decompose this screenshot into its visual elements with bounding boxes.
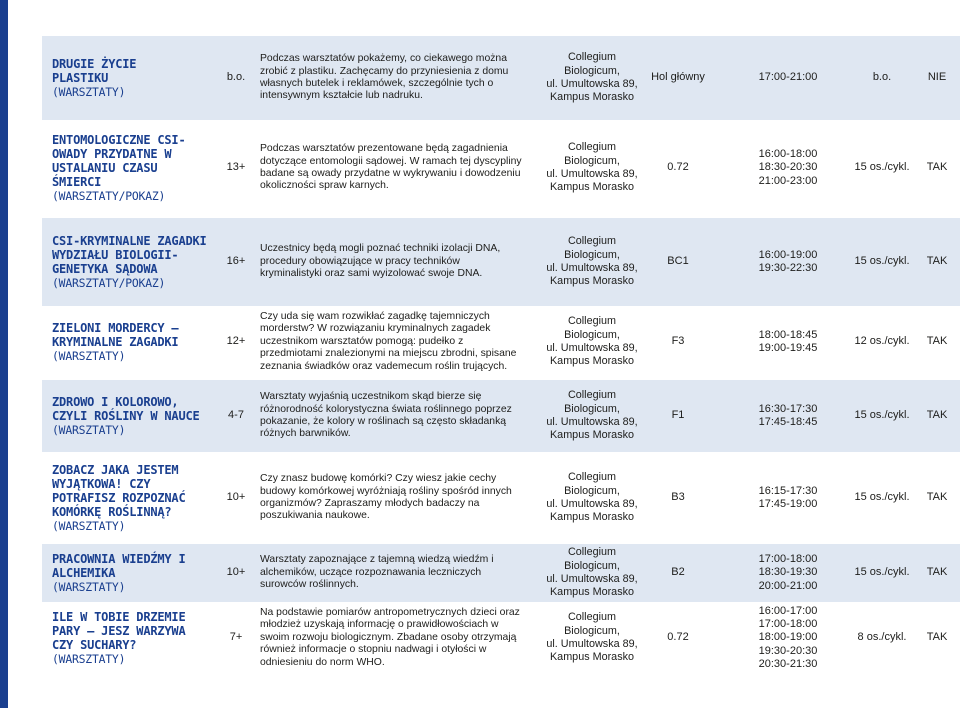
room-cell: 0.72 (667, 161, 689, 174)
registration-cell: TAK (926, 566, 948, 579)
description-text: Warsztaty wyjaśnią uczestnikom skąd bierze się różnorodność kolorystyczna świata roślinnego poprzez pokazanie, że kolory w roślinach są często składanką różnych barwników. (260, 391, 512, 440)
workshop-kind: (WARSZTATY) (52, 580, 126, 595)
workshop-title: ZIELONI MORDERCY – KRYMINALNE ZAGADKI (52, 320, 179, 349)
registration-cell: TAK (926, 491, 948, 504)
place-line: Biologicum, (564, 624, 620, 637)
place-line: Collegium (567, 611, 616, 624)
description-cell (260, 36, 522, 120)
place-cell (526, 218, 658, 306)
time-cell (718, 544, 858, 602)
workshop-kind: (WARSZTATY) (52, 349, 126, 364)
place-line: Kampus Morasko (549, 275, 634, 288)
table-row (42, 36, 960, 120)
description-cell (260, 544, 522, 602)
description-text: Uczestnicy będą mogli poznać techniki izolacji DNA, procedury obowiązujące w pracy techników kryminalistyki oraz sami wyizolować swoje DNA. (260, 243, 501, 280)
time-cell (718, 218, 858, 306)
table-row (42, 452, 960, 544)
place-line: Collegium (567, 235, 616, 248)
place-line: Kampus Morasko (549, 355, 634, 368)
workshop-title: DRUGIE ŻYCIE PLASTIKU (52, 56, 137, 85)
time-slot: 18:00-18:45 (758, 328, 818, 341)
time-cell (718, 602, 858, 674)
time-slot: 17:00-18:00 (758, 618, 818, 631)
table-row (42, 306, 960, 378)
room-cell: F1 (671, 409, 685, 422)
place-line: Kampus Morasko (549, 429, 634, 442)
place-cell (526, 452, 658, 544)
description-text: Czy znasz budowę komórki? Czy wiesz jakie cechy budowy komórkowej wyróżniają rośliny spośród innych organizmów? Zapraszamy młodych badaczy na poszukiwania naukowe. (260, 473, 512, 522)
table-row (42, 602, 960, 674)
time-slot: 17:45-18:45 (758, 416, 818, 428)
time-slot: 19:30-20:30 (758, 644, 818, 657)
place-line: Kampus Morasko (549, 181, 634, 194)
table-row (42, 544, 960, 602)
time-slot: 16:00-17:00 (758, 604, 818, 617)
left-accent-bar (0, 0, 8, 708)
workshop-kind: (WARSZTATY/POKAZ) (52, 276, 166, 291)
place-line: ul. Umultowska 89, (546, 78, 638, 90)
workshop-title-cell (52, 306, 202, 378)
description-text: Podczas warsztatów pokażemy, co ciekawego można zrobić z plastiku. Zachęcamy do przyniesienia z domu własnych butelek i reklamówek, szczególnie tych o intensywnym kształcie lub nadruku. (260, 53, 509, 102)
room-cell: B2 (671, 566, 685, 579)
place-line: ul. Umultowska 89, (546, 573, 638, 585)
age-cell: 13+ (226, 161, 246, 174)
time-slot: 18:00-19:00 (758, 631, 818, 644)
time-slot: 21:00-23:00 (758, 174, 818, 187)
time-slot: 16:00-19:00 (758, 248, 818, 261)
time-slot: 17:45-19:00 (758, 498, 818, 510)
table-row (42, 380, 960, 452)
registration-cell: TAK (926, 409, 948, 422)
workshop-kind: (WARSZTATY) (52, 85, 126, 100)
description-cell (260, 602, 522, 674)
description-text: Podczas warsztatów prezentowane będą zagadnienia dotyczące entomologii sądowej. W ramach tej dyscypliny badane są owady przydatne w wykrywaniu i dowodzeniu okoliczności spraw karnych. (260, 143, 522, 192)
workshop-title-cell (52, 380, 202, 452)
room-cell: BC1 (667, 255, 689, 268)
place-line: Collegium (567, 51, 616, 64)
time-cell (718, 36, 858, 120)
workshop-kind: (WARSZTATY/POKAZ) (52, 189, 166, 204)
age-cell: 10+ (226, 491, 246, 504)
place-line: Biologicum, (564, 64, 620, 77)
place-cell (526, 36, 658, 120)
place-line: Kampus Morasko (549, 511, 634, 524)
time-cell (718, 452, 858, 544)
workshop-kind: (WARSZTATY) (52, 423, 126, 438)
description-cell (260, 306, 522, 378)
description-cell (260, 452, 522, 544)
time-cell (718, 306, 858, 378)
place-line: Kampus Morasko (549, 586, 634, 599)
workshop-title-cell (52, 122, 202, 214)
age-cell: 4-7 (228, 409, 244, 422)
age-cell: b.o. (226, 71, 246, 84)
time-slot: 18:30-20:30 (758, 161, 818, 174)
place-cell (526, 380, 658, 452)
place-line: ul. Umultowska 89, (546, 342, 638, 354)
registration-cell: TAK (926, 161, 948, 174)
workshop-schedule-table (8, 0, 960, 708)
age-cell: 12+ (226, 335, 246, 348)
workshop-title: CSI-KRYMINALNE ZAGADKI WYDZIAŁU BIOLOGII-GENETYKA SĄDOWA (52, 233, 207, 277)
workshop-title-cell (52, 218, 207, 306)
participants-cell: 8 os./cykl. (857, 631, 907, 644)
workshop-title: PRACOWNIA WIEDŹMY I ALCHEMIKA (52, 551, 186, 580)
time-slot: 16:15-17:30 (758, 484, 818, 497)
place-line: Kampus Morasko (549, 91, 634, 104)
table-row (42, 122, 960, 214)
description-text: Warsztaty zapoznające z tajemną wiedzą wiedźm i alchemików, uczące rozpoznawania leczniczych surowców roślinnych. (260, 554, 494, 591)
workshop-title: ZDROWO I KOLOROWO, CZYLI ROŚLINY W NAUCE (52, 394, 200, 423)
registration-cell: NIE (927, 71, 947, 84)
place-cell (526, 602, 658, 674)
place-line: Biologicum, (564, 248, 620, 261)
time-slot: 16:00-18:00 (758, 148, 818, 161)
description-cell (260, 122, 522, 214)
place-line: Biologicum, (564, 484, 620, 497)
place-line: Collegium (567, 389, 616, 402)
workshop-title: ILE W TOBIE DRZEMIE PARY – JESZ WARZYWA CZY SUCHARY? (52, 609, 186, 653)
workshop-title-cell (52, 36, 202, 120)
participants-cell: 15 os./cykl. (854, 491, 910, 504)
age-cell: 16+ (226, 255, 246, 268)
description-text: Na podstawie pomiarów antropometrycznych dzieci oraz młodzież uzyskają informację o prawidłowościach w swoim rozwoju biologicznym. Zbadane osoby otrzymają również informacje o stopniu nadwagi i otyłości w odniesieniu do norm WHO. (260, 606, 520, 668)
time-slot: 20:00-21:00 (758, 579, 818, 592)
workshop-title: ZOBACZ JAKA JESTEM WYJĄTKOWA! CZY POTRAFISZ ROZPOZNAĆ KOMÓRKĘ ROŚLINNĄ? (52, 462, 186, 520)
place-line: Kampus Morasko (549, 651, 634, 664)
description-cell (260, 380, 522, 452)
time-slot: 16:30-17:30 (758, 402, 818, 415)
age-cell: 7+ (229, 631, 243, 644)
participants-cell: 15 os./cykl. (854, 255, 910, 268)
room-cell: B3 (671, 491, 685, 504)
place-line: Biologicum, (564, 559, 620, 572)
place-line: ul. Umultowska 89, (546, 638, 638, 650)
place-cell (526, 544, 658, 602)
time-slot: 17:00-18:00 (758, 553, 818, 566)
time-slot: 19:00-19:45 (758, 342, 818, 354)
description-text: Czy uda się wam rozwikłać zagadkę tajemniczych morderstw? W rozwiązaniu kryminalnych zagadek uczestnikom warsztatów pomogą: pudełko z przedmiotami znalezionymi na miejscu zbrodni, spisane zeznania świadków oraz vademecum roślin trujących. (260, 310, 517, 372)
participants-cell: 12 os./cykl. (854, 335, 910, 348)
age-cell: 10+ (226, 566, 246, 579)
registration-cell: TAK (926, 255, 948, 268)
time-slot: 18:30-19:30 (758, 566, 818, 579)
place-line: Biologicum, (564, 402, 620, 415)
place-line: Collegium (567, 471, 616, 484)
time-slot: 17:00-21:00 (758, 71, 818, 84)
time-slot: 20:30-21:30 (758, 657, 818, 670)
place-cell (526, 122, 658, 214)
time-cell (718, 380, 858, 452)
place-line: ul. Umultowska 89, (546, 168, 638, 180)
place-line: Biologicum, (564, 154, 620, 167)
participants-cell: 15 os./cykl. (854, 566, 910, 579)
place-line: Collegium (567, 546, 616, 559)
place-cell (526, 306, 658, 378)
place-line: Collegium (567, 141, 616, 154)
registration-cell: TAK (926, 335, 948, 348)
place-line: ul. Umultowska 89, (546, 262, 638, 274)
participants-cell: b.o. (872, 71, 892, 84)
room-cell: Hol główny (651, 71, 705, 84)
workshop-title-cell (52, 452, 202, 544)
description-cell (260, 218, 522, 306)
participants-cell: 15 os./cykl. (854, 161, 910, 174)
place-line: ul. Umultowska 89, (546, 498, 638, 510)
workshop-kind: (WARSZTATY) (52, 652, 126, 667)
time-cell (718, 122, 858, 214)
participants-cell: 15 os./cykl. (854, 409, 910, 422)
place-line: Biologicum, (564, 328, 620, 341)
room-cell: 0.72 (667, 631, 689, 644)
time-slot: 19:30-22:30 (758, 262, 818, 274)
workshop-title-cell (52, 544, 202, 602)
registration-cell: TAK (926, 631, 948, 644)
workshop-kind: (WARSZTATY) (52, 519, 126, 534)
room-cell: F3 (671, 335, 685, 348)
place-line: ul. Umultowska 89, (546, 416, 638, 428)
workshop-title-cell (52, 602, 202, 674)
place-line: Collegium (567, 315, 616, 328)
table-row (42, 218, 960, 306)
workshop-title: ENTOMOLOGICZNE CSI-OWADY PRZYDATNE W USTALANIU CZASU ŚMIERCI (52, 132, 186, 190)
